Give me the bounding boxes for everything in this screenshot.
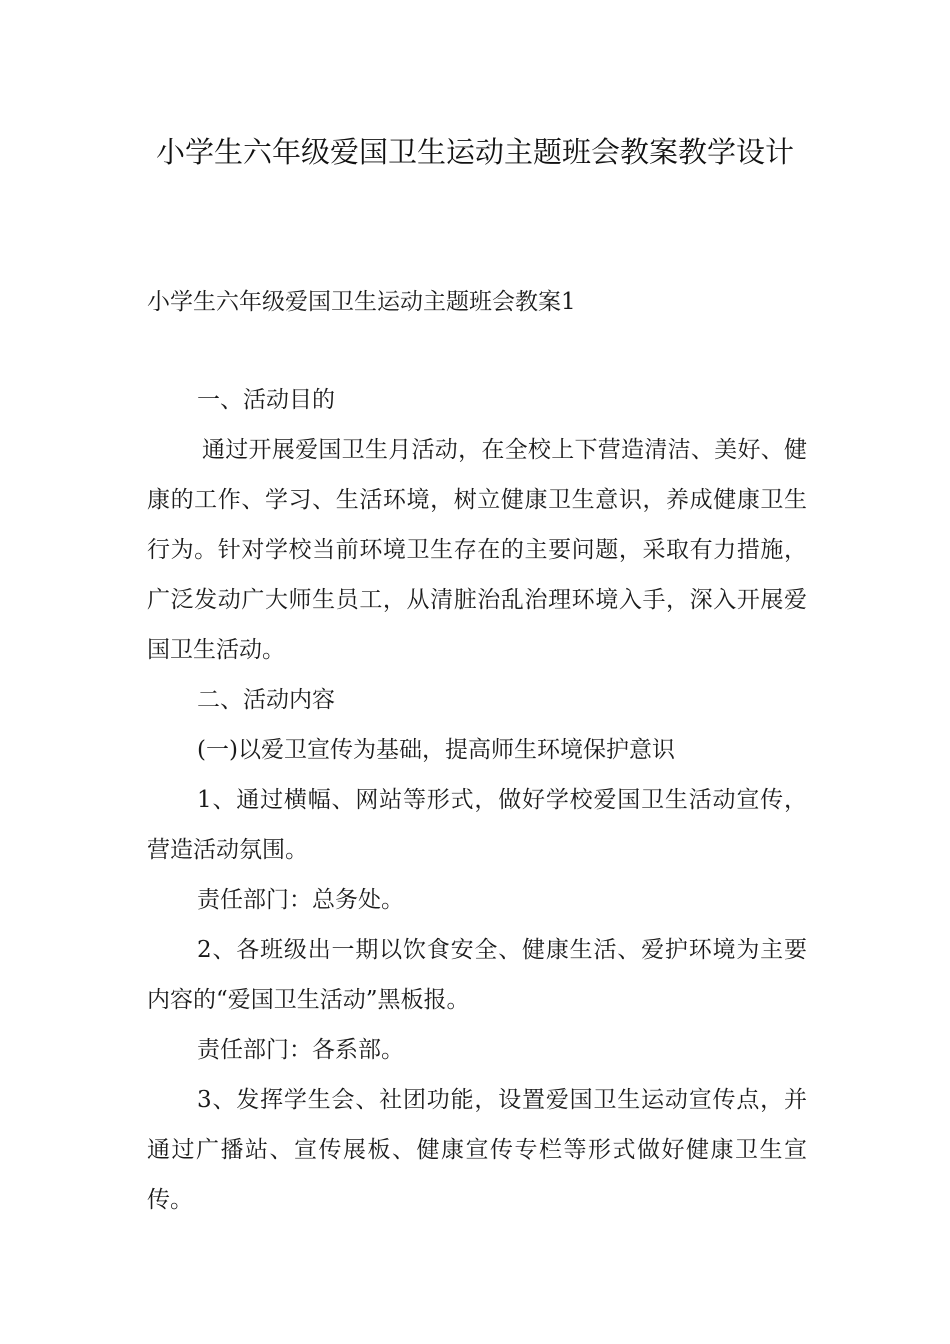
document-body: [147, 375, 807, 1225]
list-item-1: 1、通过横幅、网站等形式，做好学校爱国卫生活动宣传，营造活动氛围。: [147, 787, 807, 863]
list-item-2: 2、各班级出一期以饮食安全、健康生活、爱护环境为主要内容的“爱国卫生活动”黑板报。: [147, 937, 807, 1013]
list-item-3: 3、发挥学生会、社团功能，设置爱国卫生运动宣传点，并通过广播站、宣传展板、健康宣传专栏等形式做好健康卫生宣传。: [147, 1087, 807, 1213]
subsection-heading-1: (一)以爱卫宣传为基础，提高师生环境保护意识: [197, 737, 675, 763]
section-heading-content: 二、活动内容: [197, 687, 335, 713]
document-subtitle: 小学生六年级爱国卫生运动主题班会教案1: [147, 289, 576, 315]
responsibility-2: 责任部门：各系部。: [197, 1037, 404, 1063]
paragraph-purpose: 通过开展爱国卫生月活动，在全校上下营造清洁、美好、健康的工作、学习、生活环境，树立健康卫生意识，养成健康卫生行为。针对学校当前环境卫生存在的主要问题，采取有力措施，广泛发动广大师生员工，从清脏治乱治理环境入手，深入开展爱国卫生活动。: [147, 437, 807, 663]
responsibility-1: 责任部门：总务处。: [197, 887, 404, 913]
document-title: 小学生六年级爱国卫生运动主题班会教案教学设计: [155, 135, 794, 169]
section-heading-purpose: 一、活动目的: [197, 387, 335, 413]
